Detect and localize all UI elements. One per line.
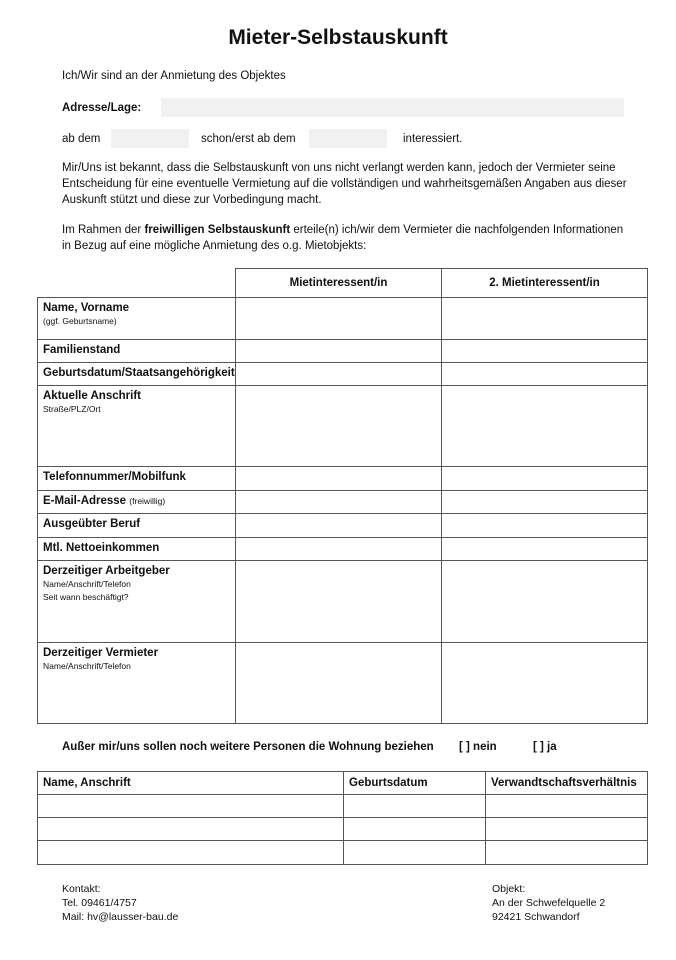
disclaimer-paragraph: Mir/Uns ist bekannt, dass die Selbstauskunft von uns nicht verlangt werden kann, jedoch der Vermieter seine Entscheidung für eine eventuelle Vermietung auf die vollständigen und wahrheitsgemäßen Angaben aus dieser Auskunft stützt und diese zur Vorbedingung macht. [62, 162, 627, 206]
header-relationship: Verwandtschaftsverhältnis [486, 772, 648, 795]
job-cell-2[interactable] [442, 514, 648, 538]
contact-mail: Mail: hv@lausser-bau.de [62, 911, 179, 923]
row-label-birth: Geburtsdatum/Staatsangehörigkeit [43, 367, 235, 379]
voluntary-paragraph [62, 222, 632, 254]
row-label-address: Aktuelle Anschrift [43, 390, 141, 402]
voluntary-text-1: Im Rahmen der [62, 224, 145, 236]
person-name-cell[interactable] [38, 795, 344, 818]
address-label: Adresse/Lage: [62, 102, 142, 114]
ab-dem-label: ab dem [62, 133, 101, 145]
header-name-address: Name, Anschrift [38, 772, 344, 795]
phone-cell-1[interactable] [236, 467, 442, 491]
birth-cell-2[interactable] [442, 363, 648, 386]
person-name-cell[interactable] [38, 841, 344, 865]
income-cell-2[interactable] [442, 538, 648, 561]
employer-cell-2[interactable] [442, 561, 648, 643]
landlord-cell-2[interactable] [442, 643, 648, 724]
table-header-row [38, 269, 648, 298]
person-birth-cell[interactable] [344, 795, 486, 818]
contact-phone: Tel. 09461/4757 [62, 897, 137, 909]
additional-persons-question: Außer mir/uns sollen noch weitere Personen die Wohnung beziehen [62, 741, 434, 753]
yes-checkbox[interactable]: [ ] ja [533, 741, 557, 753]
row-label-cell [38, 340, 236, 363]
object-block [492, 882, 605, 924]
table-row [38, 841, 648, 865]
birth-cell-1[interactable] [236, 363, 442, 386]
person-name-cell[interactable] [38, 818, 344, 841]
row-sublabel-employer: Name/Anschrift/Telefon [43, 579, 131, 589]
address-cell-2[interactable] [442, 386, 648, 467]
object-city: 92421 Schwandorf [492, 911, 580, 923]
table-row [38, 363, 648, 386]
row-label-marital: Familienstand [43, 344, 121, 356]
page-title: Mieter-Selbstauskunft [228, 26, 448, 49]
row-label-name: Name, Vorname [43, 302, 130, 314]
person-relation-cell[interactable] [486, 795, 648, 818]
table-row [38, 467, 648, 491]
persons-header-row [38, 772, 648, 795]
row-label-landlord: Derzeitiger Vermieter [43, 647, 159, 659]
address-cell-1[interactable] [236, 386, 442, 467]
row-label-cell [38, 538, 236, 561]
employer-cell-1[interactable] [236, 561, 442, 643]
landlord-cell-1[interactable] [236, 643, 442, 724]
row-sublabel-name: (ggf. Geburtsname) [43, 316, 117, 326]
income-cell-1[interactable] [236, 538, 442, 561]
start-date-input[interactable] [111, 129, 189, 148]
person-birth-cell[interactable] [344, 841, 486, 865]
object-label: Objekt: [492, 883, 526, 895]
row-label-cell [38, 491, 236, 514]
table-row [38, 491, 648, 514]
schon-ab-label: schon/erst ab dem [201, 133, 296, 145]
table-row [38, 514, 648, 538]
row-label-cell [38, 643, 236, 724]
table-row [38, 538, 648, 561]
row-label-income: Mtl. Nettoeinkommen [43, 542, 160, 554]
persons-table [37, 771, 648, 865]
row-label-cell [38, 363, 236, 386]
row-sublabel-address: Straße/PLZ/Ort [43, 404, 101, 414]
row-label-email: E-Mail-Adresse [43, 495, 127, 507]
table-row [38, 818, 648, 841]
header-applicant-1: Mietinteressent/in [236, 269, 442, 298]
row-label-cell [38, 467, 236, 491]
row-label-email-optional: (freiwillig) [129, 496, 166, 506]
person-birth-cell[interactable] [344, 818, 486, 841]
alt-start-date-input[interactable] [309, 129, 387, 148]
row-sublabel-employer-since: Seit wann beschäftigt? [43, 592, 129, 602]
header-birthdate: Geburtsdatum [344, 772, 486, 795]
table-row [38, 795, 648, 818]
table-row [38, 298, 648, 340]
marital-cell-1[interactable] [236, 340, 442, 363]
row-label-job: Ausgeübter Beruf [43, 518, 141, 530]
person-relation-cell[interactable] [486, 841, 648, 865]
intro-text: Ich/Wir sind an der Anmietung des Objektes [62, 70, 286, 82]
phone-cell-2[interactable] [442, 467, 648, 491]
applicant-table [37, 268, 648, 724]
table-row [38, 643, 648, 724]
object-street: An der Schwefelquelle 2 [492, 897, 606, 909]
voluntary-bold: freiwilligen Selbstauskunft [144, 224, 291, 236]
email-cell-1[interactable] [236, 491, 442, 514]
interessiert-label: interessiert. [403, 133, 463, 145]
name-cell-2[interactable] [442, 298, 648, 340]
row-label-cell [38, 386, 236, 467]
table-row [38, 340, 648, 363]
table-row [38, 386, 648, 467]
row-label-cell [38, 514, 236, 538]
header-applicant-2: 2. Mietinteressent/in [442, 269, 648, 298]
voluntary-text-2: erteile(n) ich/wir dem Vermieter die nachfolgenden Informationen in Bezug auf eine mögliche Anmietung des o.g. Mietobjekts: [62, 224, 624, 252]
address-input[interactable] [161, 98, 624, 117]
person-relation-cell[interactable] [486, 818, 648, 841]
job-cell-1[interactable] [236, 514, 442, 538]
contact-label: Kontakt: [62, 883, 101, 895]
email-cell-2[interactable] [442, 491, 648, 514]
row-label-cell [38, 561, 236, 643]
row-sublabel-landlord: Name/Anschrift/Telefon [43, 661, 131, 671]
no-checkbox[interactable]: [ ] nein [459, 741, 497, 753]
table-row [38, 561, 648, 643]
row-label-email-wrap [38, 491, 235, 508]
contact-block [62, 882, 178, 924]
marital-cell-2[interactable] [442, 340, 648, 363]
name-cell-1[interactable] [236, 298, 442, 340]
empty-corner-cell [38, 269, 236, 298]
row-label-phone: Telefonnummer/Mobilfunk [43, 471, 186, 483]
row-label-employer: Derzeitiger Arbeitgeber [43, 565, 170, 577]
row-label-cell [38, 298, 236, 340]
